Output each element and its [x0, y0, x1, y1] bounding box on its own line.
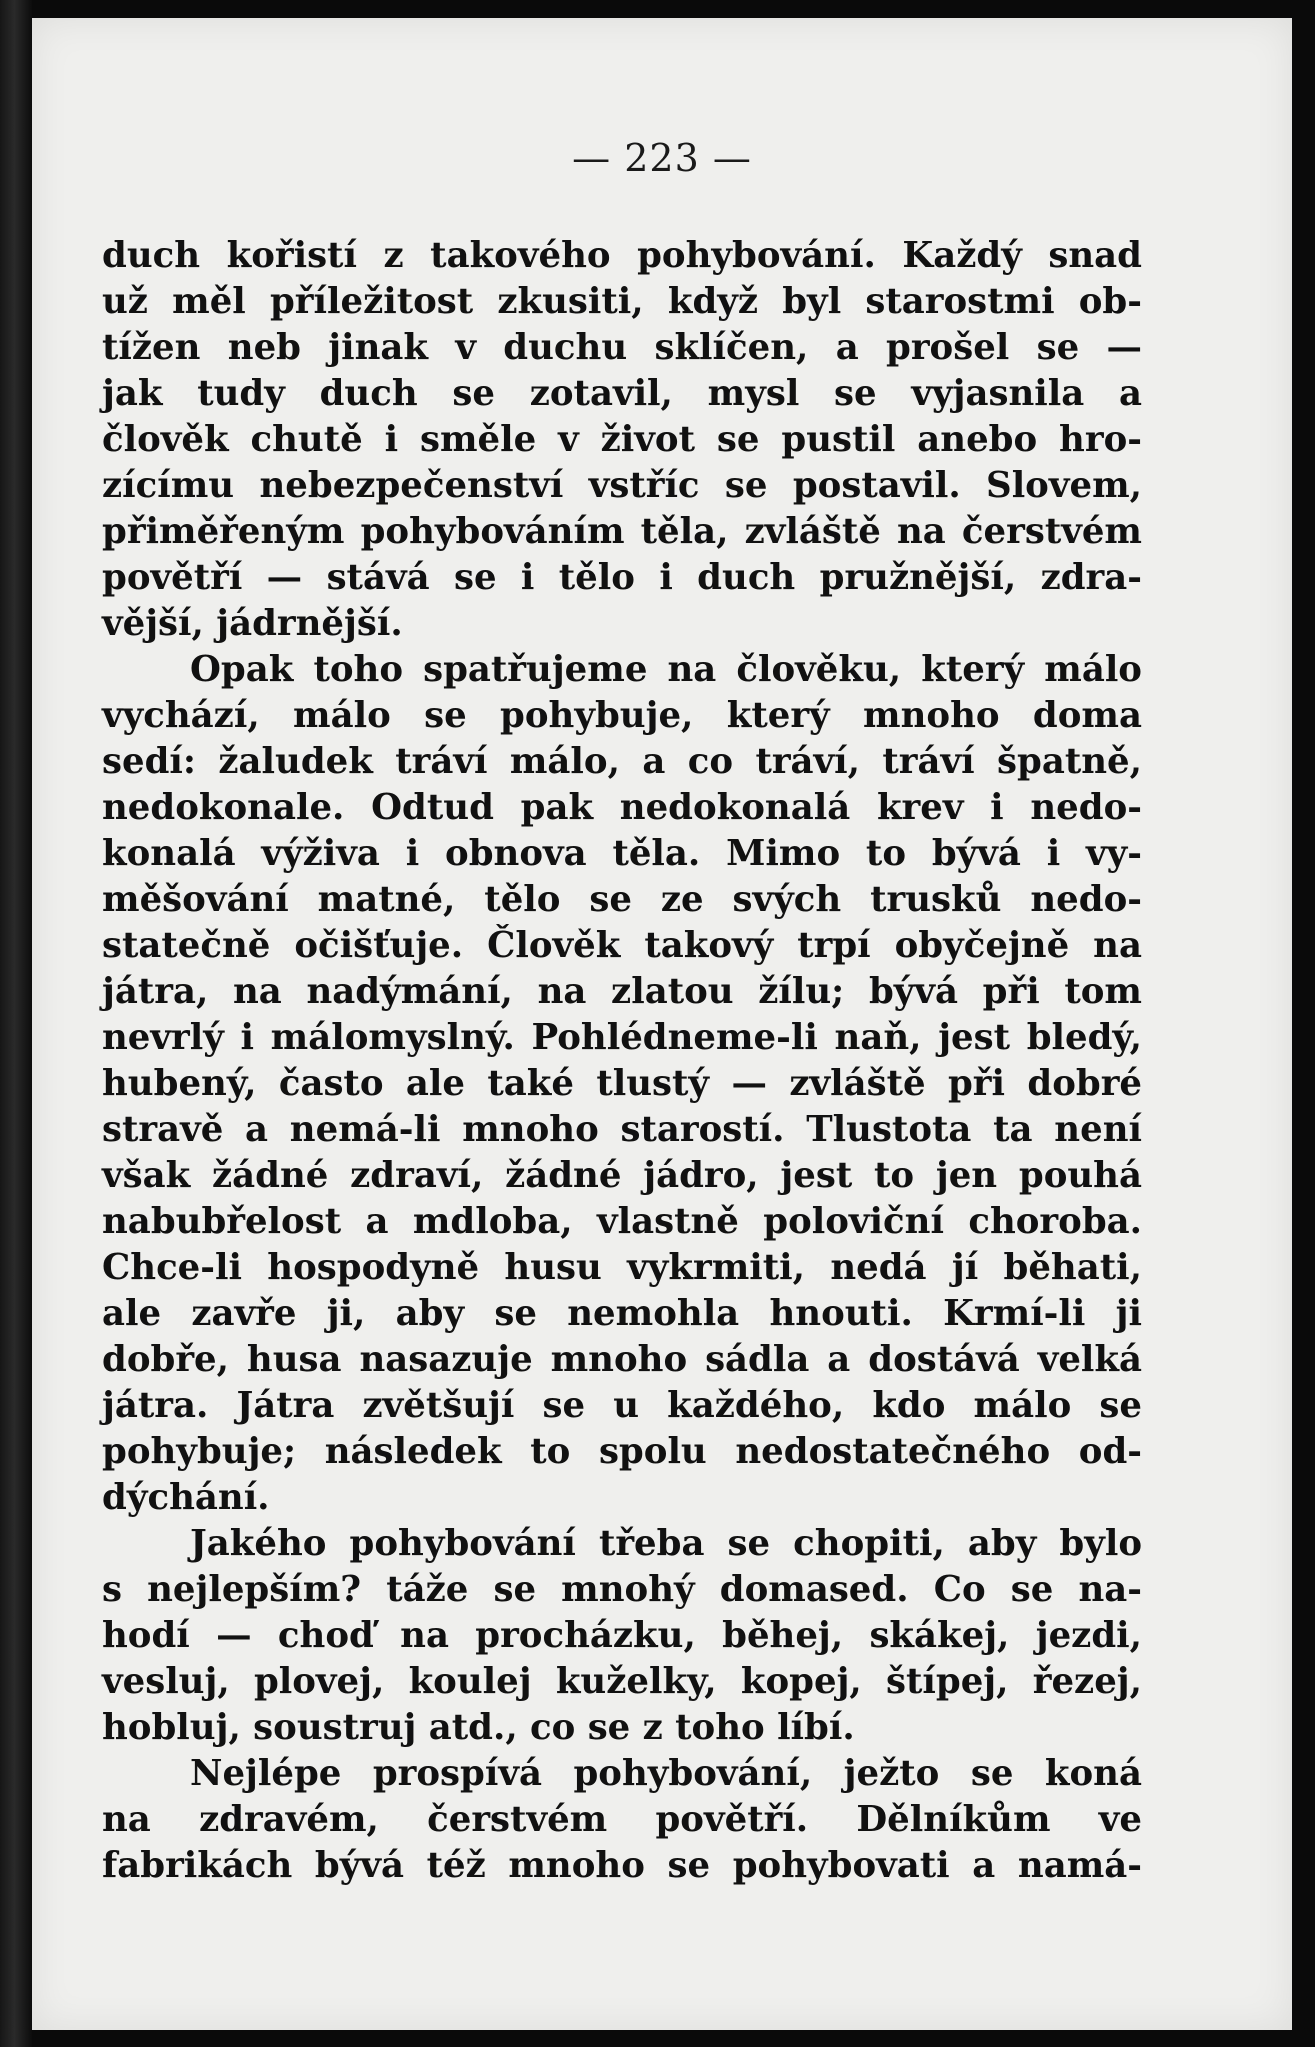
text-line: jak tudy duch se zotavil, mysl se vyjasnila a	[102, 373, 1142, 414]
text-line: však žádné zdraví, žádné jádro, jest to jen pouhá	[102, 1155, 1142, 1196]
text-line: nevrlý i málomyslný. Pohlédneme-li naň, jest bledý,	[102, 1017, 1142, 1058]
text-line: ale zavře ji, aby se nemohla hnouti. Krmí-li ji	[102, 1293, 1142, 1334]
text-line: zícímu nebezpečenství vstříc se postavil. Slovem,	[102, 465, 1142, 506]
text-line: vychází, málo se pohybuje, který mnoho doma	[102, 695, 1142, 736]
text-line: játra. Játra zvětšují se u každého, kdo málo se	[102, 1385, 1142, 1426]
text-line: tížen neb jinak v duchu sklíčen, a prošel se —	[102, 327, 1142, 368]
text-line: hubený, často ale také tlustý — zvláště při dobré	[102, 1063, 1142, 1104]
text-line: měšování matné, tělo se ze svých trusků nedo-	[102, 879, 1142, 920]
paragraph-1	[102, 233, 1142, 647]
scan-binding-edge	[0, 0, 32, 2047]
text-line: duch kořistí z takového pohybování. Každý snad	[102, 235, 1142, 276]
text-line: dobře, husa nasazuje mnoho sádla a dostává velká	[102, 1339, 1142, 1380]
text-line: na zdravém, čerstvém povětří. Dělníkům ve	[102, 1799, 1142, 1840]
text-line: člověk chutě i směle v život se pustil anebo hro-	[102, 419, 1142, 460]
text-line: vější, jádrnější.	[102, 603, 403, 644]
text-line: Nejlépe prospívá pohybování, ježto se koná	[190, 1753, 1142, 1794]
text-line: nedokonale. Odtud pak nedokonalá krev i nedo-	[102, 787, 1142, 828]
text-line: stravě a nemá-li mnoho starostí. Tlustota ta není	[102, 1109, 1142, 1150]
book-page	[32, 18, 1292, 2030]
text-line: Jakého pohybování třeba se chopiti, aby bylo	[190, 1523, 1142, 1564]
text-line: nabubřelost a mdloba, vlastně poloviční choroba.	[102, 1201, 1142, 1242]
paragraph-3	[102, 1521, 1142, 1751]
text-line: hobluj, soustruj atd., co se z toho líbí.	[102, 1707, 855, 1748]
text-line: dýchání.	[102, 1477, 270, 1518]
paragraph-4	[102, 1751, 1142, 1889]
text-line: Opak toho spatřujeme na člověku, který málo	[190, 649, 1142, 690]
text-line: Chce-li hospodyně husu vykrmiti, nedá jí běhati,	[102, 1247, 1142, 1288]
text-line: statečně očišťuje. Člověk takový trpí obyčejně na	[102, 925, 1142, 966]
text-line: pohybuje; následek to spolu nedostatečného od-	[102, 1431, 1142, 1472]
text-line: játra, na nadýmání, na zlatou žílu; bývá při tom	[102, 971, 1142, 1012]
text-line: sedí: žaludek tráví málo, a co tráví, tráví špatně,	[102, 741, 1142, 782]
text-line: už měl příležitost zkusiti, když byl starostmi ob-	[102, 281, 1142, 322]
text-line: s nejlepším? táže se mnohý domased. Co se na-	[102, 1569, 1142, 1610]
text-line: povětří — stává se i tělo i duch pružnější, zdra-	[102, 557, 1142, 598]
text-line: hodí — choď na procházku, běhej, skákej, jezdi,	[102, 1615, 1142, 1656]
page-body-text	[102, 233, 1142, 1889]
text-line: fabrikách bývá též mnoho se pohybovati a namá-	[102, 1845, 1142, 1886]
text-line: vesluj, plovej, koulej kuželky, kopej, štípej, řezej,	[102, 1661, 1142, 1702]
page-number: — 223 —	[572, 136, 752, 180]
paragraph-2	[102, 647, 1142, 1521]
text-line: konalá výživa i obnova těla. Mimo to bývá i vy-	[102, 833, 1142, 874]
text-line: přiměřeným pohybováním těla, zvláště na čerstvém	[102, 511, 1142, 552]
